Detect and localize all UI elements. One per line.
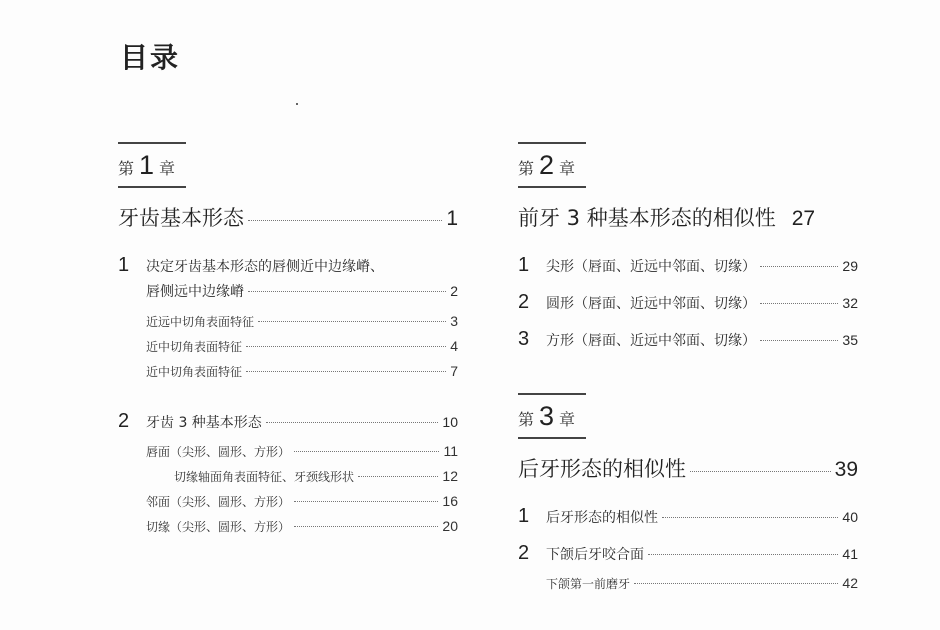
page-number: 7 xyxy=(450,363,458,379)
chapter-number: 1 xyxy=(139,150,155,180)
page-number: 16 xyxy=(442,493,458,509)
dot-leader xyxy=(648,554,838,555)
page-number: 41 xyxy=(842,546,858,562)
section-text: 圆形（唇面、近远中邻面、切缘） xyxy=(546,296,756,312)
chapter-rule-top xyxy=(518,393,586,395)
chapter-1-title[interactable] xyxy=(118,202,458,232)
toc-subsection[interactable] xyxy=(118,443,458,460)
dot-leader xyxy=(294,451,439,452)
toc-left-column xyxy=(118,142,458,535)
subsection-text: 近远中切角表面特征 xyxy=(146,315,255,329)
chapter-suffix: 章 xyxy=(559,159,576,178)
chapter-rule-bottom xyxy=(518,186,586,188)
page-number: 2 xyxy=(450,283,458,299)
toc-subsection[interactable] xyxy=(118,493,458,510)
toc-section[interactable] xyxy=(518,505,858,528)
page-number: 1 xyxy=(446,207,458,230)
section-text: 决定牙齿基本形态的唇侧近中边缘嵴、 xyxy=(146,259,384,275)
page-number: 29 xyxy=(842,258,858,274)
section-index: 1 xyxy=(118,254,130,276)
toc-subsection[interactable] xyxy=(518,575,858,592)
dot-leader xyxy=(662,517,838,518)
chapter-prefix: 第 xyxy=(518,159,535,178)
toc-section[interactable] xyxy=(518,328,858,351)
stray-dot xyxy=(296,103,298,105)
toc-section[interactable] xyxy=(118,254,458,301)
section-index: 1 xyxy=(518,505,530,527)
page-number: 11 xyxy=(443,443,458,459)
chapter-prefix: 第 xyxy=(518,410,535,429)
section-index: 1 xyxy=(518,254,530,276)
page-title: 目录 xyxy=(120,41,181,74)
toc-subsection[interactable] xyxy=(118,338,458,355)
page-number: 32 xyxy=(842,295,858,311)
chapter-rule-top xyxy=(518,142,586,144)
dot-leader xyxy=(248,220,442,221)
subsection-text: 切缘（尖形、圆形、方形） xyxy=(146,520,291,534)
chapter-suffix: 章 xyxy=(559,410,576,429)
dot-leader xyxy=(294,526,438,527)
section-text: 后牙形态的相似性 xyxy=(546,510,658,526)
page-number: 35 xyxy=(842,332,858,348)
subsection-text: 下颌第一前磨牙 xyxy=(546,577,631,591)
dot-leader xyxy=(294,501,438,502)
page-number: 39 xyxy=(834,458,858,481)
dot-leader xyxy=(248,291,446,292)
chapter-number: 2 xyxy=(539,150,555,180)
subsection-text: 近中切角表面特征 xyxy=(146,340,243,354)
section-text: 尖形（唇面、近远中邻面、切缘） xyxy=(546,259,756,275)
page-number: 10 xyxy=(442,414,458,430)
page-number: 40 xyxy=(842,509,858,525)
dot-leader xyxy=(258,321,446,322)
dot-leader xyxy=(760,303,838,304)
chapter-2-title[interactable] xyxy=(518,202,858,232)
toc-section[interactable] xyxy=(518,254,858,277)
section-text-cont: 唇侧远中边缘嵴 xyxy=(146,284,244,300)
dot-leader xyxy=(358,476,438,477)
section-index: 2 xyxy=(518,291,530,313)
page-number: 27 xyxy=(791,207,816,230)
subsection-text: 邻面（尖形、圆形、方形） xyxy=(146,495,291,509)
dot-leader xyxy=(760,340,838,341)
dot-leader xyxy=(266,422,439,423)
section-text: 方形（唇面、近远中邻面、切缘） xyxy=(546,333,756,349)
page-number: 3 xyxy=(450,313,458,329)
toc-subsection[interactable] xyxy=(118,313,458,330)
toc-right-column xyxy=(518,142,858,592)
toc-subsection[interactable] xyxy=(118,518,458,535)
chapter-title-text: 后牙形态的相似性 xyxy=(518,457,686,481)
chapter-3-heading xyxy=(518,393,586,439)
toc-section[interactable] xyxy=(118,410,458,433)
subsection-text: 切缘轴面角表面特征、牙颈线形状 xyxy=(174,470,355,484)
chapter-rule-bottom xyxy=(118,186,186,188)
chapter-title-text: 牙齿基本形态 xyxy=(118,206,244,230)
chapter-rule-top xyxy=(118,142,186,144)
chapter-1-heading xyxy=(118,142,186,188)
chapter-3-title[interactable] xyxy=(518,453,858,483)
toc-section[interactable] xyxy=(518,291,858,314)
chapter-suffix: 章 xyxy=(159,159,176,178)
toc-section[interactable] xyxy=(518,542,858,565)
page-number: 12 xyxy=(442,468,458,484)
chapter-prefix: 第 xyxy=(118,159,135,178)
dot-leader xyxy=(246,371,446,372)
dot-leader xyxy=(690,471,831,472)
dot-leader xyxy=(634,583,838,584)
chapter-number: 3 xyxy=(539,401,555,431)
chapter-2-heading xyxy=(518,142,586,188)
section-text: 下颌后牙咬合面 xyxy=(546,547,644,563)
dot-leader xyxy=(760,266,838,267)
page-number: 4 xyxy=(450,338,458,354)
section-index: 2 xyxy=(518,542,530,564)
page-number: 42 xyxy=(842,575,858,591)
section-index: 2 xyxy=(118,410,130,432)
subsection-text: 近中切角表面特征 xyxy=(146,365,243,379)
dot-leader xyxy=(246,346,446,347)
chapter-title-text: 前牙 3 种基本形态的相似性 xyxy=(518,206,776,230)
subsection-text: 唇面（尖形、圆形、方形） xyxy=(146,445,291,459)
section-index: 3 xyxy=(518,328,530,350)
toc-subsection[interactable] xyxy=(118,468,458,485)
section-text: 牙齿 3 种基本形态 xyxy=(146,415,262,431)
page-number: 20 xyxy=(442,518,458,534)
toc-subsection[interactable] xyxy=(118,363,458,380)
chapter-rule-bottom xyxy=(518,437,586,439)
